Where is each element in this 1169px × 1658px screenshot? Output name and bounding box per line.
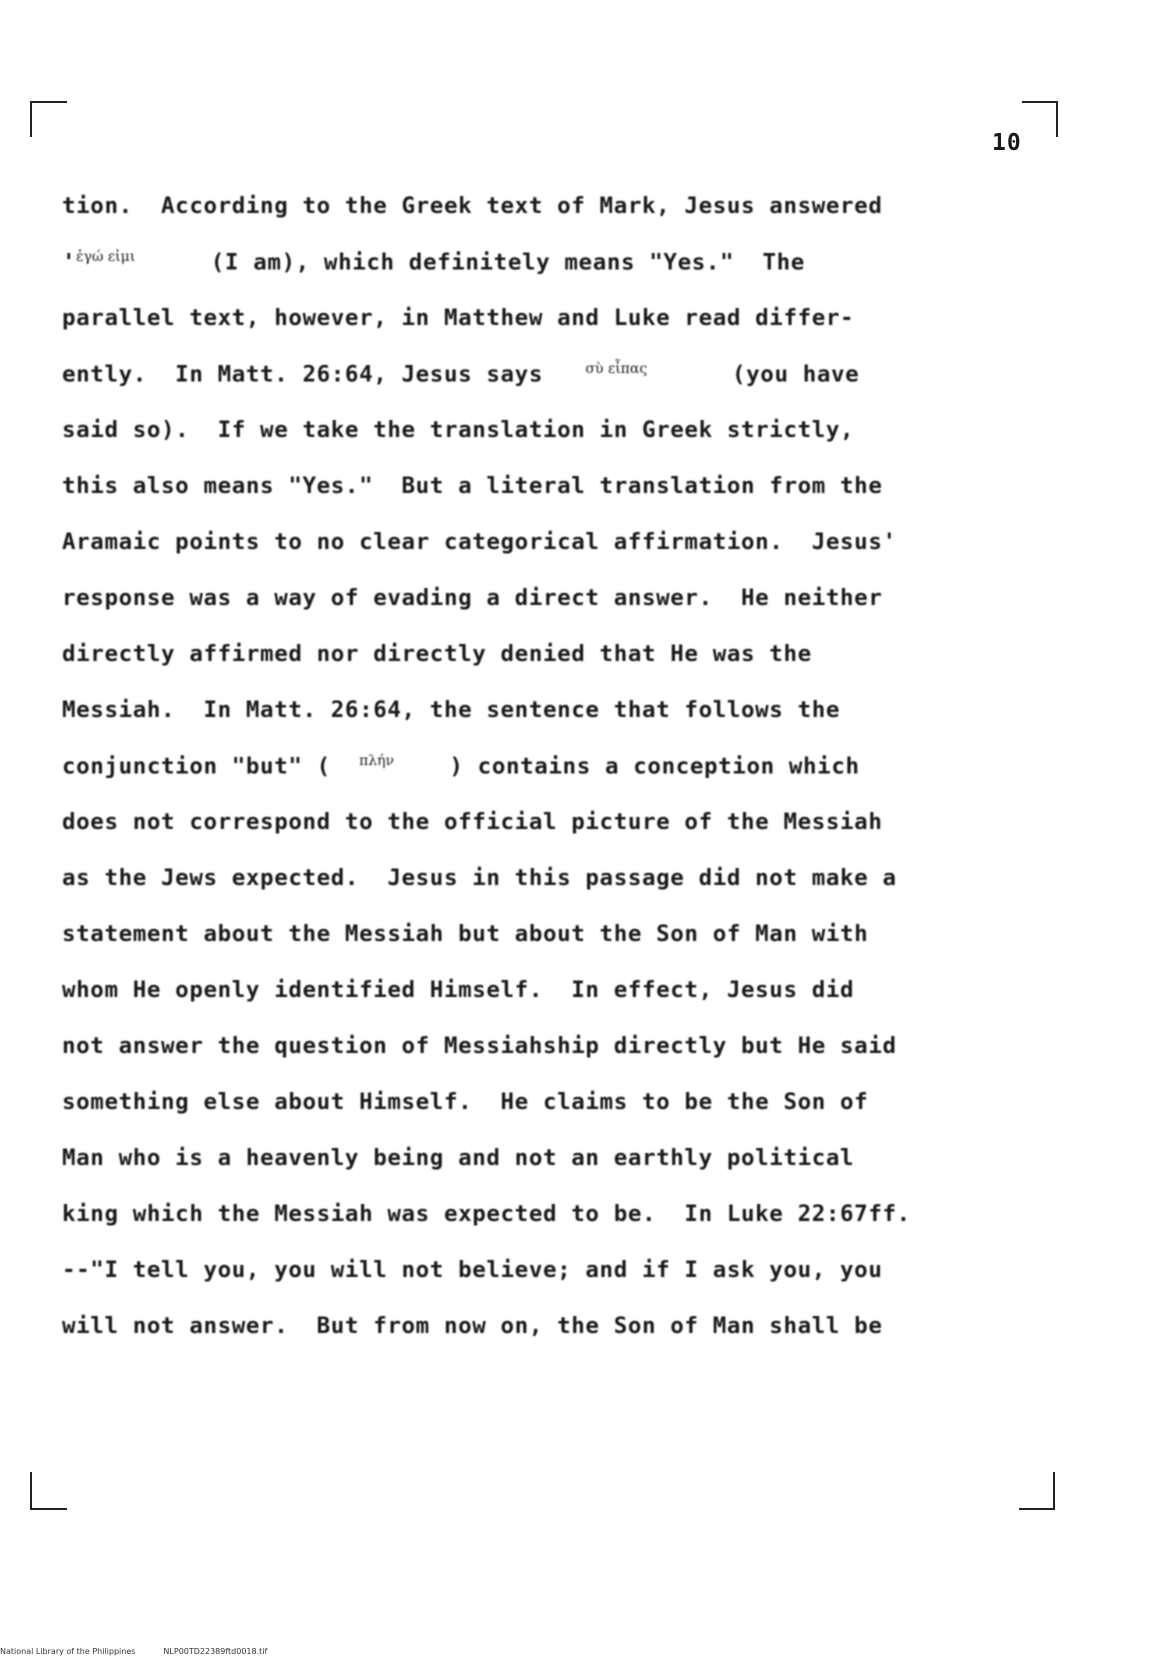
greek-phrase: σὺ εἶπας xyxy=(585,361,648,377)
text-line: Aramaic points to no clear categorical affirmation. Jesus' xyxy=(62,529,897,555)
text-fragment: ) contains a conception which xyxy=(449,753,860,780)
text-fragment: ently. In Matt. 26:64, Jesus says xyxy=(62,361,543,388)
text-line: will not answer. But from now on, the Son of Man shall be xyxy=(62,1313,883,1339)
text-line: tion. According to the Greek text of Mark, Jesus answered xyxy=(62,193,883,219)
greek-phrase: ἐγώ εἰμι xyxy=(76,249,136,265)
crop-mark-bottom-right xyxy=(1019,1472,1055,1510)
text-line xyxy=(62,753,1042,809)
text-line xyxy=(62,361,1042,417)
text-line: this also means "Yes." But a literal translation from the xyxy=(62,473,883,499)
text-fragment: (you have xyxy=(732,361,860,388)
scan-footer xyxy=(0,1647,295,1656)
text-line: does not correspond to the official picture of the Messiah xyxy=(62,809,883,835)
body-text xyxy=(62,193,1042,1369)
text-fragment: conjunction "but" ( xyxy=(62,753,331,780)
text-fragment: (I am), which definitely means "Yes." The xyxy=(210,249,805,276)
text-line: as the Jews expected. Jesus in this passage did not make a xyxy=(62,865,897,891)
crop-mark-bottom-left xyxy=(30,1472,67,1510)
text-line: whom He openly identified Himself. In effect, Jesus did xyxy=(62,977,855,1003)
page-number: 10 xyxy=(992,130,1022,156)
text-line: Messiah. In Matt. 26:64, the sentence that follows the xyxy=(62,697,841,723)
text-line: statement about the Messiah but about the Son of Man with xyxy=(62,921,869,947)
greek-phrase: πλήν xyxy=(359,753,395,769)
crop-mark-top-left xyxy=(30,101,67,137)
text-line: said so). If we take the translation in Greek strictly, xyxy=(62,417,855,443)
text-line: response was a way of evading a direct answer. He neither xyxy=(62,585,883,611)
footer-filename: NLP00TD22389ftd0018.tif xyxy=(163,1647,268,1656)
text-line xyxy=(62,249,1042,305)
footer-library: National Library of the Philippines xyxy=(0,1647,136,1656)
text-line: not answer the question of Messiahship directly but He said xyxy=(62,1033,897,1059)
crop-mark-top-right xyxy=(1022,101,1058,137)
text-line: directly affirmed nor directly denied that He was the xyxy=(62,641,812,667)
text-fragment: ' xyxy=(62,249,77,276)
text-line: Man who is a heavenly being and not an earthly political xyxy=(62,1145,855,1171)
text-line: king which the Messiah was expected to be. In Luke 22:67ff. xyxy=(62,1201,911,1227)
text-line: --"I tell you, you will not believe; and if I ask you, you xyxy=(62,1257,883,1283)
text-line: something else about Himself. He claims to be the Son of xyxy=(62,1089,869,1115)
text-line: parallel text, however, in Matthew and Luke read differ- xyxy=(62,305,855,331)
